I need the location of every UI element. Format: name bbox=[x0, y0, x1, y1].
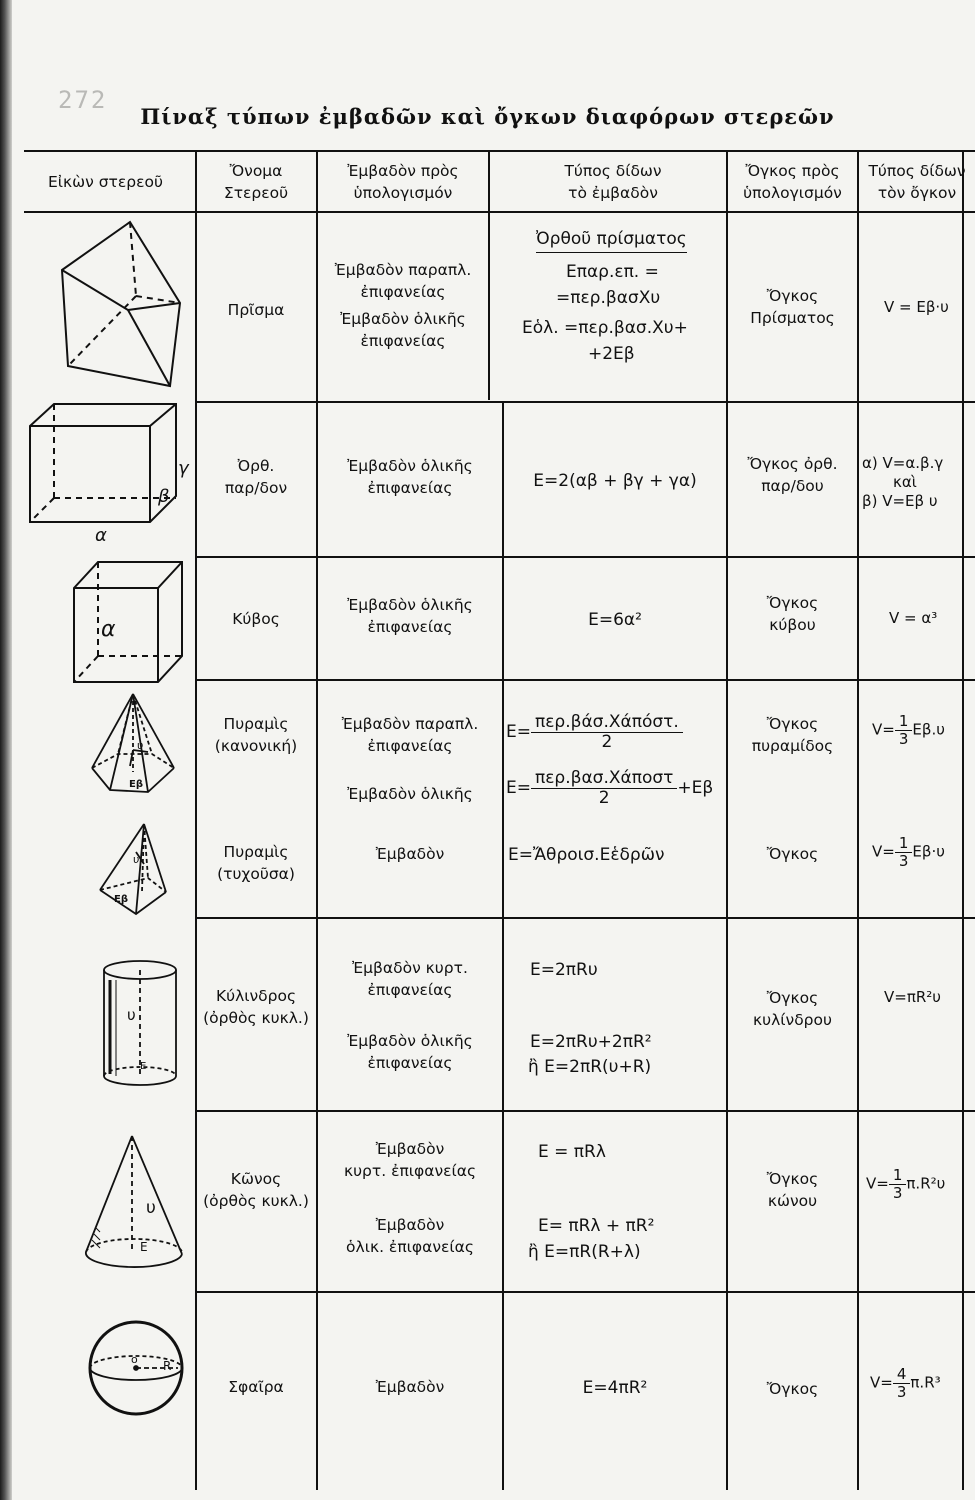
header-area-for-line2: ὑπολογισμόν bbox=[353, 184, 453, 203]
cone-v-num: 1 bbox=[889, 1167, 907, 1185]
sphere-v-num: 4 bbox=[893, 1366, 911, 1384]
cuboid-label-g: γ bbox=[178, 458, 189, 479]
prism-volume-line1: Ὄγκος bbox=[766, 287, 819, 305]
pyramid-regular-f2-prefix: Ε= bbox=[506, 778, 531, 799]
cuboid-area-line2: ἐπιφανείας bbox=[367, 479, 453, 498]
pyramid-any-figure bbox=[96, 820, 176, 920]
cone-area1-line1: Ἐμβαδὸν bbox=[375, 1140, 445, 1158]
cylinder-label-e: Ε bbox=[140, 1061, 147, 1072]
sphere-v-fraction bbox=[893, 1366, 911, 1400]
pyramid-regular-name-line1: Πυραμὶς bbox=[223, 715, 289, 733]
cone-v-fraction bbox=[889, 1167, 907, 1201]
pyramid-any-name-line1: Πυραμὶς bbox=[223, 843, 289, 861]
col-rule-1 bbox=[195, 150, 197, 1490]
prism-volume bbox=[728, 285, 857, 330]
pyramid-regular-volume bbox=[728, 713, 857, 758]
header-volume-formula-line2: τὸν ὄγκον bbox=[877, 184, 957, 203]
cone-name-line2: (ὀρθὸς κυκλ.) bbox=[203, 1192, 309, 1211]
sphere-volume-formula bbox=[870, 1366, 941, 1400]
header-name bbox=[196, 160, 316, 205]
col-rule-5 bbox=[857, 150, 859, 1490]
page-title: Πίναξ τύπων ἐμβαδῶν καὶ ὄγκων διαφόρων στερεῶν bbox=[140, 104, 835, 129]
pyramid-regular-area2: Ἐμβαδὸν ὁλικῆς bbox=[347, 785, 473, 803]
cylinder-name-line2: (ὀρθὸς κυκλ.) bbox=[203, 1009, 309, 1028]
header-volume-for-line1: Ὄγκος πρὸς bbox=[745, 162, 840, 180]
cylinder-area1 bbox=[318, 957, 502, 1002]
cone-label-u: υ bbox=[146, 1198, 156, 1218]
pyramid-any-label-u: υ bbox=[133, 853, 140, 866]
cuboid-figure bbox=[22, 398, 197, 543]
header-area-formula bbox=[500, 160, 726, 205]
prism-volume-formula: V = Εβ·υ bbox=[884, 298, 949, 316]
cube-area-line2: ἐπιφανείας bbox=[367, 618, 453, 637]
cube-name: Κύβος bbox=[232, 610, 280, 628]
cylinder-volume-line1: Ὄγκος bbox=[766, 989, 819, 1007]
cone-name bbox=[196, 1168, 316, 1213]
pyramid-any-name bbox=[196, 841, 316, 886]
pyramid-regular-f1-fraction bbox=[531, 713, 683, 751]
prism-formula-line3: Εὁλ. =περ.βασ.Χυ+ bbox=[522, 318, 688, 338]
cone-area2-line1: Ἐμβαδὸν bbox=[375, 1216, 445, 1234]
table-top-rule bbox=[24, 150, 975, 152]
cylinder-area2 bbox=[318, 1030, 502, 1075]
col-rule-3b bbox=[502, 401, 504, 1490]
pyramid-any-name-line2: (τυχοῦσα) bbox=[217, 865, 295, 884]
prism-formula-line2: =περ.βασΧυ bbox=[556, 288, 661, 308]
cylinder-formula3: ἢ Ε=2πR(υ+R) bbox=[528, 1057, 652, 1077]
cone-v-suffix: π.R²υ bbox=[906, 1174, 946, 1193]
cone-area1-line2: κυρτ. ἐπιφανείας bbox=[343, 1162, 477, 1181]
cylinder-volume-line2: κυλίνδρου bbox=[753, 1011, 832, 1030]
prism-formula-line1: Επαρ.επ. = bbox=[566, 262, 659, 282]
pyramid-regular-f1-prefix: Ε= bbox=[506, 722, 531, 743]
page-number: 272 bbox=[58, 86, 108, 114]
pyramid-any-v-suffix: Εβ·υ bbox=[912, 842, 945, 861]
cylinder-formula1: Ε=2πRυ bbox=[530, 960, 598, 980]
prism-name: Πρῖσμα bbox=[227, 301, 285, 319]
prism-area2-line2: ἐπιφανείας bbox=[360, 332, 446, 351]
pyramid-any-volume-formula bbox=[872, 835, 945, 869]
cylinder-area1-line1: Ἐμβαδὸν κυρτ. bbox=[352, 959, 468, 977]
cuboid-volume-and: καὶ bbox=[893, 473, 917, 491]
cone-formula3: ἢ Ε=πR(R+λ) bbox=[528, 1242, 641, 1262]
pyramid-regular-f2-fraction bbox=[531, 769, 677, 807]
cuboid-volume-line2: παρ/δου bbox=[761, 477, 824, 496]
col-rule-3 bbox=[488, 150, 490, 400]
cone-volume bbox=[728, 1168, 857, 1213]
cube-area-line1: Ἐμβαδὸν ὁλικῆς bbox=[347, 596, 473, 614]
header-volume-for bbox=[728, 160, 857, 205]
pyramid-regular-name bbox=[196, 713, 316, 758]
pyramid-any-v-fraction bbox=[895, 835, 913, 869]
sphere-volume: Ὄγκος bbox=[766, 1380, 819, 1398]
pyramid-regular-formula2 bbox=[506, 769, 713, 807]
pyramid-regular-v-suffix: Εβ.υ bbox=[912, 720, 945, 739]
header-area-for bbox=[318, 160, 488, 205]
pyramid-regular-area1-line2: ἐπιφανείας bbox=[367, 737, 453, 756]
cube-figure bbox=[70, 558, 190, 686]
cuboid-volume-line1: Ὄγκος ὀρθ. bbox=[747, 455, 838, 473]
cube-volume-line1: Ὄγκος bbox=[766, 594, 819, 612]
header-name-line1: Ὄνομα bbox=[229, 162, 283, 180]
sphere-v-den: 3 bbox=[896, 1382, 907, 1401]
pyramid-any-formula: Ε=Ἄθροισ.Εἑδρῶν bbox=[508, 845, 665, 865]
cone-label-e: Ε bbox=[140, 1240, 148, 1254]
cone-v-prefix: V= bbox=[866, 1174, 889, 1193]
pyramid-any-v-num: 1 bbox=[895, 835, 913, 853]
cuboid-volume bbox=[728, 453, 857, 498]
pyramid-any-v-den: 3 bbox=[898, 851, 909, 870]
cube-area bbox=[318, 594, 502, 639]
header-volume-for-line2: ὑπολογισμόν bbox=[743, 184, 842, 203]
cone-area2 bbox=[318, 1214, 502, 1259]
cuboid-name-line1: Ὀρθ. bbox=[237, 457, 275, 475]
header-volume-formula bbox=[859, 160, 975, 205]
prism-figure bbox=[40, 218, 190, 393]
cone-area2-line2: ὁλικ. ἐπιφανείας bbox=[346, 1238, 474, 1257]
header-area-formula-line1: Τύπος δίδων bbox=[564, 162, 662, 180]
prism-formula-line4: +2Εβ bbox=[588, 344, 635, 364]
prism-area1-line1: Ἐμβαδὸν παραπλ. bbox=[334, 261, 472, 279]
cuboid-formula: Ε=2(αβ + βγ + γα) bbox=[533, 471, 697, 491]
sphere-label-r: R bbox=[163, 1359, 172, 1373]
header-area-for-line1: Ἐμβαδὸν πρὸς bbox=[347, 162, 459, 180]
cylinder-area2-line1: Ἐμβαδὸν ὁλικῆς bbox=[347, 1032, 473, 1050]
cone-figure bbox=[82, 1132, 192, 1277]
pyramid-any-area: Ἐμβαδὸν bbox=[375, 845, 445, 863]
cube-label: α bbox=[101, 617, 116, 642]
cube-volume bbox=[728, 592, 857, 637]
cuboid-name bbox=[196, 455, 316, 500]
page-binding-edge bbox=[0, 0, 12, 1500]
cylinder-volume bbox=[728, 987, 857, 1032]
pyramid-regular-area1 bbox=[318, 713, 502, 758]
cuboid-volume-formula-a: α) V=α.β.γ bbox=[862, 454, 944, 472]
col-rule-6 bbox=[962, 150, 964, 1490]
cone-volume-formula bbox=[866, 1167, 945, 1201]
pyramid-regular-f1-den: 2 bbox=[601, 731, 613, 752]
pyramid-regular-v-fraction bbox=[895, 713, 913, 747]
pyramid-regular-volume-line2: πυραμίδος bbox=[751, 737, 834, 756]
cylinder-formula2: Ε=2πRυ+2πR² bbox=[530, 1032, 652, 1052]
sphere-v-suffix: π.R³ bbox=[910, 1373, 941, 1392]
pyramid-regular-v-den: 3 bbox=[898, 729, 909, 748]
prism-area2-line1: Ἐμβαδὸν ὁλικῆς bbox=[340, 310, 466, 328]
prism-volume-line2: Πρίσματος bbox=[750, 309, 835, 328]
sphere-v-prefix: V= bbox=[870, 1373, 893, 1392]
cuboid-area-line1: Ἐμβαδὸν ὁλικῆς bbox=[347, 457, 473, 475]
pyramid-regular-f2-num: περ.βασ.Χάποστ bbox=[531, 769, 677, 789]
cone-volume-line2: κώνου bbox=[767, 1192, 818, 1211]
cylinder-label-u: υ bbox=[127, 1006, 136, 1024]
pyramid-regular-volume-line1: Ὄγκος bbox=[766, 715, 819, 733]
prism-area1 bbox=[318, 259, 488, 304]
cube-formula: Ε=6α² bbox=[588, 610, 642, 630]
cylinder-name-line1: Κύλινδρος bbox=[215, 987, 297, 1005]
cube-volume-formula: V = α³ bbox=[889, 609, 938, 627]
cube-volume-line2: κύβου bbox=[769, 616, 816, 635]
prism-formula-title: Ὀρθοῦ πρίσματος bbox=[536, 227, 687, 253]
pyramid-regular-f2-den: 2 bbox=[598, 787, 610, 808]
pyramid-any-label-e: Εβ bbox=[114, 894, 128, 905]
sphere-formula: Ε=4πR² bbox=[582, 1378, 648, 1398]
pyramid-regular-formula1 bbox=[506, 713, 683, 751]
pyramid-regular-v-num: 1 bbox=[895, 713, 913, 731]
sphere-label-o: ο bbox=[131, 1353, 138, 1366]
pyramid-regular-name-line2: (κανονική) bbox=[214, 737, 298, 756]
cuboid-volume-formula-b: β) V=Εβ υ bbox=[862, 492, 938, 510]
pyramid-regular-label-u: υ bbox=[137, 739, 144, 752]
pyramid-regular-v-prefix: V= bbox=[872, 720, 895, 739]
cuboid-name-line2: παρ/δον bbox=[224, 479, 288, 498]
cone-v-den: 3 bbox=[892, 1183, 903, 1202]
cuboid-label-a: α bbox=[95, 525, 107, 546]
prism-area1-line2: ἐπιφανείας bbox=[360, 283, 446, 302]
cone-formula2: Ε= πRλ + πR² bbox=[538, 1216, 655, 1236]
pyramid-regular-volume-formula bbox=[872, 713, 945, 747]
header-bottom-rule bbox=[24, 211, 975, 213]
sphere-area: Ἐμβαδὸν bbox=[375, 1378, 445, 1396]
cone-name-line1: Κῶνος bbox=[230, 1170, 282, 1188]
cuboid-area bbox=[318, 455, 502, 500]
cone-formula1: Ε = πRλ bbox=[538, 1142, 606, 1162]
cylinder-name bbox=[196, 985, 316, 1030]
cone-area1 bbox=[318, 1138, 502, 1183]
pyramid-regular-label-e: Εβ bbox=[129, 779, 143, 790]
pyramid-any-volume: Ὄγκος bbox=[766, 845, 819, 863]
header-name-line2: Στερεοῦ bbox=[223, 184, 289, 203]
pyramid-regular-f1-num: περ.βάσ.Χάπόστ. bbox=[531, 713, 683, 733]
header-volume-formula-line1: Τύπος δίδων bbox=[868, 162, 966, 180]
header-area-formula-line2: τὸ ἐμβαδὸν bbox=[568, 184, 658, 203]
col-rule-4 bbox=[726, 150, 728, 1490]
prism-area2 bbox=[318, 308, 488, 353]
header-figure: Εἰκὼν στερεοῦ bbox=[48, 173, 163, 191]
cuboid-label-b: β bbox=[158, 486, 170, 507]
pyramid-any-v-prefix: V= bbox=[872, 842, 895, 861]
pyramid-regular-area1-line1: Ἐμβαδὸν παραπλ. bbox=[341, 715, 479, 733]
cylinder-area2-line2: ἐπιφανείας bbox=[367, 1054, 453, 1073]
pyramid-regular-f2-suffix: +Εβ bbox=[677, 778, 714, 799]
cylinder-area1-line2: ἐπιφανείας bbox=[367, 981, 453, 1000]
cylinder-volume-formula: V=πR²υ bbox=[884, 988, 941, 1006]
sphere-name: Σφαῖρα bbox=[228, 1378, 284, 1396]
cone-volume-line1: Ὄγκος bbox=[766, 1170, 819, 1188]
